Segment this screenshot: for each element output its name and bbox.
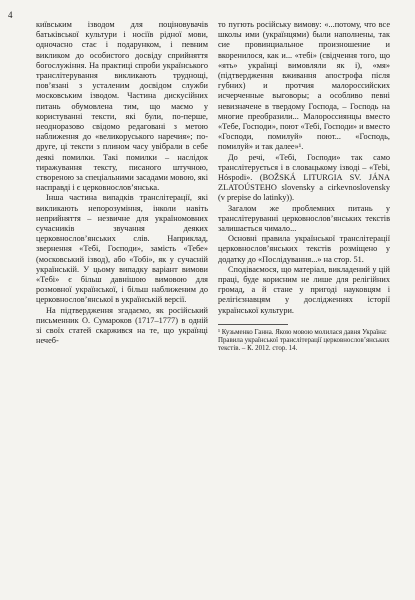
left-paragraph-2: Інша частина випадків транслітерації, які викликають непорозуміння, інколи навіть неприйняття – незвичне для україномовних сучасників звучання деяких церковнослов’янських слів. Наприклад, звернення «Тебі, Господи», замість «Тебе» (московський ізвод), або «Тобі», як у сучасній українській. У цьому випадку варіант вимови «Тебі» є більш давнішою вимовою для розмовної української, і більш наближеним до церковнослов’янської в українській версії. bbox=[36, 193, 208, 305]
right-paragraph-1: то пугють російську вимову: «...потому, что все школы ими (українцями) были наполнены, так сие провинциальное произношение и вкоренилося, как и... «тебі» (свідчення того, що «ять» українці вимовляли як і), «мя» (підтвердження вживання апострофа після губних) и протчия малороссийских исчерченные выговоры; а особливо певні невизначене в твердому Господа, – Господь на многие преобразили... Малороссиянцы вместо «Тебе, Господи», поют «Тебі, Господи» и вместо «Господи, помилуй» поют... «Господь, помилуй» и так далее»¹. bbox=[218, 20, 390, 152]
right-paragraph-2: До речі, «Тебі, Господи» так само транслітерується і в словацькому ізводі – «Tebi, Hóspodi». (BOŽSKÁ LITURGIA SV. JÁNA ZLATOÚSTEHO slovensky a cirkevnoslovensky (v prepise do latinky)). bbox=[218, 152, 390, 203]
right-paragraph-5: Сподіваємося, що матеріал, викладений у цій праці, буде корисним не лише для релігійних громад, а й стане у пригоді науковцям і релігієзнавцям у дослідженнях історії української культури. bbox=[218, 264, 390, 315]
right-column bbox=[218, 20, 390, 354]
left-paragraph-3: На підтвердження згадаємо, як російський письменник О. Сумароков (1717–1777) в одній зі своїх статей скаржився на те, що українці нечеб- bbox=[36, 305, 208, 346]
footnote: ¹ Кузьменко Ганна. Якою мовою молилася давня Україна: Правила української транслітерації церковнослов’янських текстів. – К. 2012. стор. 14. bbox=[218, 328, 390, 353]
right-paragraph-4: Основні правила української транслітерації церковнослов’янських текстів розміщено у додатку до «Послідування...» на стор. 51. bbox=[218, 234, 390, 264]
left-column bbox=[36, 20, 208, 347]
right-paragraph-3: Загалом же проблемних питань у транслітеруванні церковнослов’янських текстів залишається чимало... bbox=[218, 203, 390, 234]
footnote-divider bbox=[218, 324, 288, 325]
left-paragraph-1: київським ізводом для поціновувачів батьківської культури і носіїв рідної мови, одночасно стає і подарунком, і певним викликом до особистого досвіду сприйняття богослужіння. На практиці спроби українського транслітерування викликають труднощі, пов’язані з усталеним досвідом служби московським ізводом. Частина дискусійних питань обумовлена тим, що маємо у користуванні тексти, які були, по-перше, неодноразово свідомо редаговані з метою наближення до «великоруського наречия»; по-друге, ці тексти з плином часу увібрали в себе деякі помилки. Такі помилки – наслідок тиражування тексту, писаного штучною, створеною за спеціальними засадами мовою, які насправді і є церковнослов’янська. bbox=[36, 20, 208, 193]
page-number: 4 bbox=[8, 10, 13, 20]
